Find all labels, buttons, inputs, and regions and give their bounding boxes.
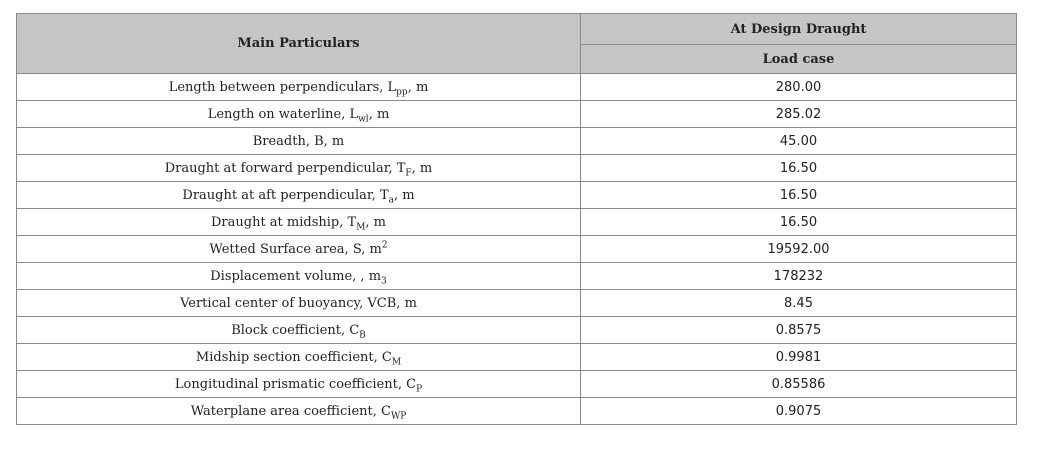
value-cell: 0.85586 xyxy=(581,371,1017,398)
value-cell: 0.9075 xyxy=(581,398,1017,425)
parameter-subscript: M xyxy=(391,357,402,368)
parameter-subscript: B xyxy=(359,330,366,341)
parameter-cell xyxy=(17,236,581,263)
parameter-label: Draught at midship, T xyxy=(211,214,357,230)
parameter-label: Length between perpendiculars, L xyxy=(168,79,397,95)
value-cell: 285.02 xyxy=(581,101,1017,128)
parameter-unit: , m xyxy=(365,214,386,230)
parameter-cell xyxy=(17,371,581,398)
value-cell: 8.45 xyxy=(581,290,1017,317)
parameter-unit: , m xyxy=(368,106,390,122)
parameter-cell xyxy=(17,101,581,128)
parameter-label: Longitudinal prismatic coefficient, C xyxy=(174,376,417,392)
main-particulars-table xyxy=(16,13,1017,425)
parameter-subscript: pp xyxy=(396,87,408,98)
parameter-label: Displacement volume, , m xyxy=(210,268,382,284)
parameter-label: Length on waterline, L xyxy=(207,106,359,122)
parameter-subscript: a xyxy=(388,195,394,206)
table-row xyxy=(17,263,1017,290)
parameter-subscript: wl xyxy=(358,114,369,125)
table-row xyxy=(17,317,1017,344)
header-at-design-draught: At Design Draught xyxy=(581,14,1017,45)
value-cell: 19592.00 xyxy=(581,236,1017,263)
parameter-unit: , m xyxy=(407,79,429,95)
table-row xyxy=(17,344,1017,371)
table-row xyxy=(17,155,1017,182)
value-cell: 16.50 xyxy=(581,209,1017,236)
table-row xyxy=(17,290,1017,317)
value-cell: 0.8575 xyxy=(581,317,1017,344)
table-row xyxy=(17,74,1017,101)
parameter-cell xyxy=(17,263,581,290)
value-cell: 280.00 xyxy=(581,74,1017,101)
parameter-cell xyxy=(17,398,581,425)
parameter-label: Waterplane area coefficient, C xyxy=(190,403,391,419)
parameter-label: Wetted Surface area, S, m xyxy=(209,241,382,257)
table-row xyxy=(17,236,1017,263)
parameter-label: Block coefficient, C xyxy=(231,322,360,338)
value-cell: 16.50 xyxy=(581,182,1017,209)
parameter-cell xyxy=(17,74,581,101)
header-main-particulars: Main Particulars xyxy=(17,14,581,74)
parameter-cell xyxy=(17,344,581,371)
parameter-cell xyxy=(17,155,581,182)
table-row xyxy=(17,101,1017,128)
table-row xyxy=(17,371,1017,398)
parameter-superscript: 2 xyxy=(381,240,388,251)
parameter-label: Draught at aft perpendicular, T xyxy=(182,187,389,203)
value-cell: 16.50 xyxy=(581,155,1017,182)
parameter-label: Vertical center of buoyancy, VCB, m xyxy=(180,295,417,311)
value-cell: 45.00 xyxy=(581,128,1017,155)
parameter-unit: , m xyxy=(411,160,433,176)
parameter-subscript: WP xyxy=(390,411,407,422)
parameter-unit: , m xyxy=(394,187,415,203)
parameter-cell xyxy=(17,317,581,344)
table-row xyxy=(17,128,1017,155)
parameter-subscript: F xyxy=(405,168,412,179)
parameter-subscript: M xyxy=(356,222,366,233)
table-row xyxy=(17,209,1017,236)
parameter-label: Draught at forward perpendicular, T xyxy=(164,160,406,176)
table-row xyxy=(17,398,1017,425)
parameter-label: Breadth, B, m xyxy=(252,133,345,149)
parameter-cell xyxy=(17,182,581,209)
header-load-case: Load case xyxy=(581,45,1017,74)
parameter-cell xyxy=(17,209,581,236)
parameter-label: Midship section coefficient, C xyxy=(195,349,392,365)
parameter-cell xyxy=(17,290,581,317)
value-cell: 0.9981 xyxy=(581,344,1017,371)
parameter-subscript: P xyxy=(416,384,423,395)
parameter-subscript: 3 xyxy=(381,276,387,287)
table-body xyxy=(17,74,1017,425)
table-row xyxy=(17,182,1017,209)
value-cell: 178232 xyxy=(581,263,1017,290)
parameter-cell xyxy=(17,128,581,155)
